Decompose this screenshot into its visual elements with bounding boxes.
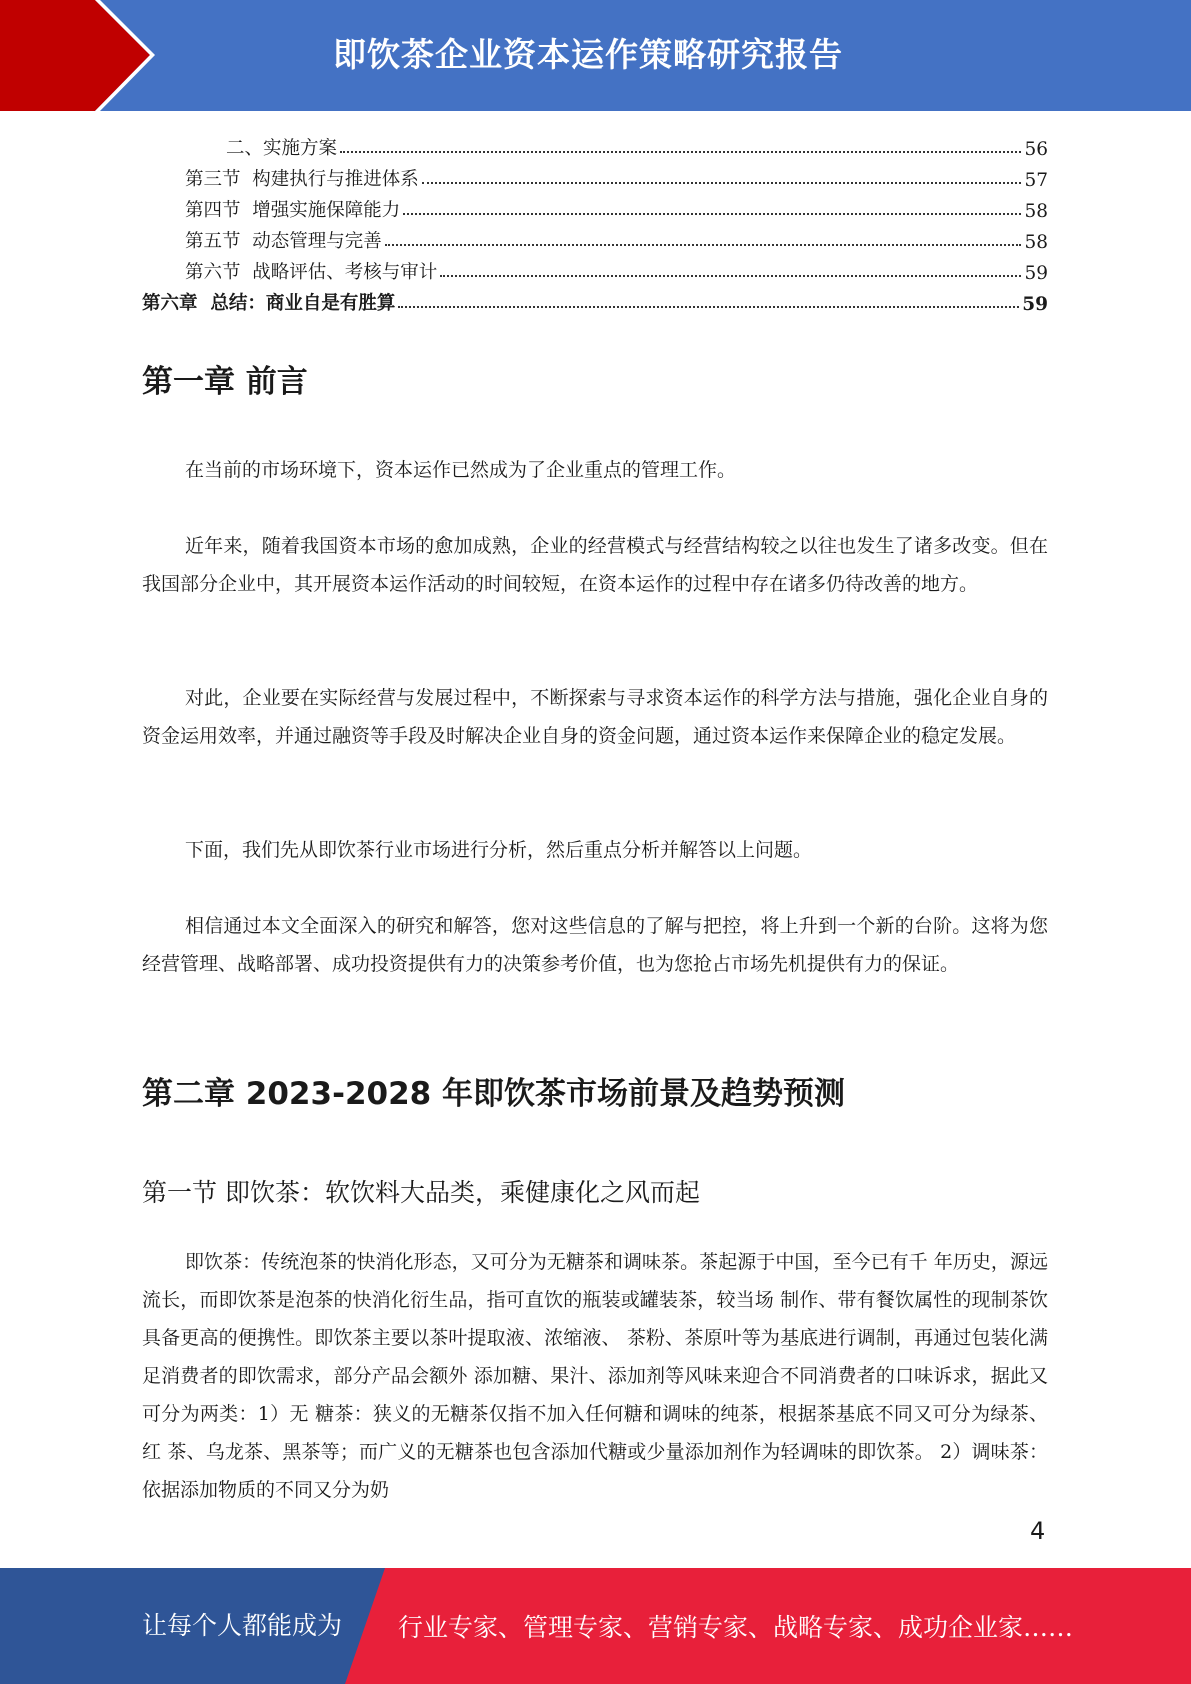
- toc-entry-title: 第五节 动态管理与完善: [185, 231, 382, 252]
- chapter-2-heading: 第二章 2023-2028 年即饮茶市场前景及趋势预测: [142, 1076, 846, 1112]
- table-of-contents: [142, 129, 1048, 315]
- toc-entry[interactable]: [142, 191, 1048, 222]
- toc-entry[interactable]: [142, 160, 1048, 191]
- report-title: 即饮茶企业资本运作策略研究报告: [333, 35, 843, 74]
- toc-entry-title: 第三节 构建执行与推进体系: [185, 169, 419, 190]
- toc-leader-dots: [385, 244, 1022, 246]
- page-footer: [0, 1568, 1191, 1684]
- toc-entry[interactable]: [142, 284, 1048, 315]
- page-number: 4: [1030, 1517, 1046, 1545]
- toc-entry[interactable]: [142, 253, 1048, 284]
- section-1-heading: 第一节 即饮茶：软饮料大品类，乘健康化之风而起: [142, 1178, 700, 1207]
- paragraph: 对此，企业要在实际经营与发展过程中，不断探索与寻求资本运作的科学方法与措施，强化企业自身的资金运用效率，并通过融资等手段及时解决企业自身的资金问题，通过资本运作来保障企业的稳定发展。: [142, 687, 1048, 747]
- footer-slogan-left: 让每个人都能成为: [142, 1611, 343, 1640]
- chapter-1-heading: 第一章 前言: [142, 364, 308, 400]
- toc-entry[interactable]: [142, 129, 1048, 160]
- toc-entry-page: 59: [1022, 294, 1048, 315]
- paragraph: 在当前的市场环境下，资本运作已然成为了企业重点的管理工作。: [185, 459, 737, 481]
- toc-entry-title: 第六章 总结：商业自是有胜算: [142, 293, 396, 314]
- toc-leader-dots: [422, 182, 1022, 184]
- toc-leader-dots: [340, 151, 1021, 153]
- toc-entry-title: 第四节 增强实施保障能力: [185, 200, 401, 221]
- toc-leader-dots: [403, 213, 1021, 215]
- page-header: [0, 0, 1191, 111]
- toc-entry-page: 56: [1024, 139, 1048, 160]
- toc-entry-page: 59: [1024, 263, 1048, 284]
- toc-entry-page: 58: [1024, 201, 1048, 222]
- toc-entry-page: 58: [1024, 232, 1048, 253]
- paragraph: 下面，我们先从即饮茶行业市场进行分析，然后重点分析并解答以上问题。: [185, 839, 813, 861]
- toc-entry-title: 第六节 战略评估、考核与审计: [185, 262, 438, 283]
- paragraph: 即饮茶：传统泡茶的快消化形态，又可分为无糖茶和调味茶。茶起源于中国，至今已有千 年历史，源远流长，而即饮茶是泡茶的快消化衍生品，指可直饮的瓶装或罐装茶，较当场 制作、带有餐饮属性的现制茶饮具备更高的便携性。即饮茶主要以茶叶提取液、浓缩液、 茶粉、茶原叶等为基底进行调制，再通过包装化满足消费者的即饮需求，部分产品会额外 添加糖、果汁、添加剂等风味来迎合不同消费者的口味诉求，据此又可分为两类：1）无 糖茶：狭义的无糖茶仅指不加入任何糖和调味的纯茶，根据茶基底不同又可分为绿茶、红 茶、乌龙茶、黑茶等；而广义的无糖茶也包含添加代糖或少量添加剂作为轻调味的即饮茶。 2）调味茶：依据添加物质的不同又分为奶: [142, 1251, 1048, 1501]
- toc-leader-dots: [398, 306, 1019, 308]
- toc-entry-title: 二、实施方案: [226, 138, 338, 159]
- toc-entry-page: 57: [1024, 170, 1048, 191]
- toc-entry[interactable]: [142, 222, 1048, 253]
- paragraph: 相信通过本文全面深入的研究和解答，您对这些信息的了解与把控，将上升到一个新的台阶。这将为您经营管理、战略部署、成功投资提供有力的决策参考价值，也为您抢占市场先机提供有力的保证。: [142, 915, 1048, 975]
- toc-leader-dots: [440, 275, 1021, 277]
- footer-slogan-right: 行业专家、管理专家、营销专家、战略专家、成功企业家……: [398, 1613, 1074, 1642]
- paragraph: 近年来，随着我国资本市场的愈加成熟，企业的经营模式与经营结构较之以往也发生了诸多改变。但在我国部分企业中，其开展资本运作活动的时间较短，在资本运作的过程中存在诸多仍待改善的地方。: [142, 535, 1048, 595]
